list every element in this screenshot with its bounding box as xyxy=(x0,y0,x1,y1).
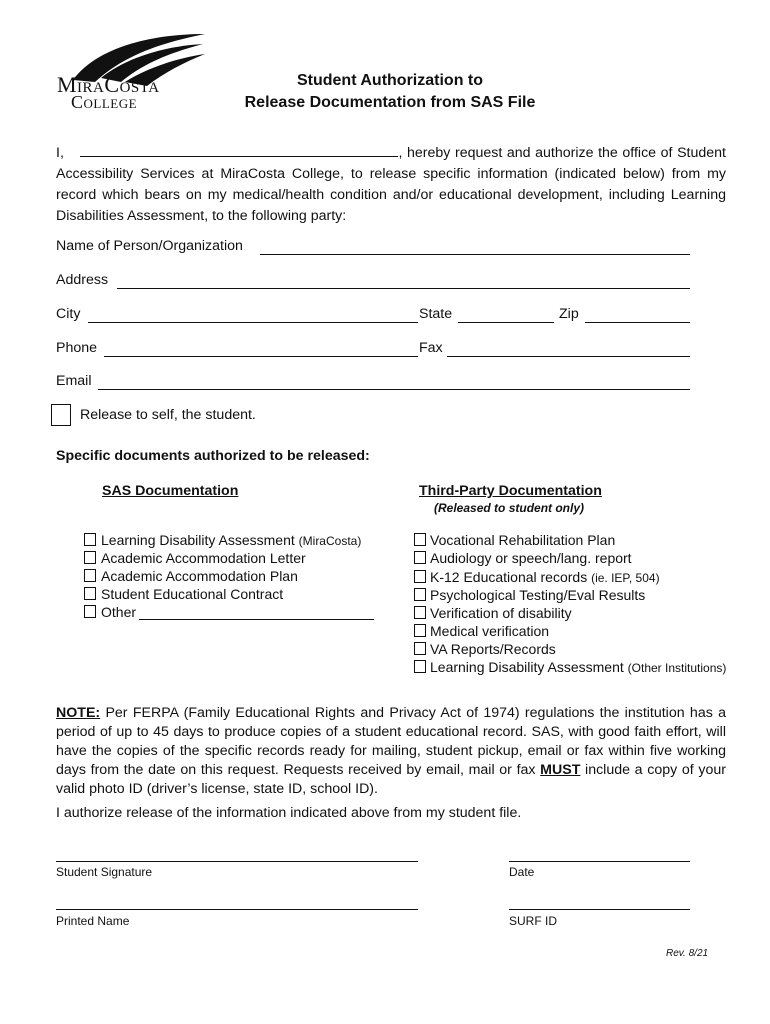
third-party-checkbox[interactable] xyxy=(414,551,426,564)
sas-checkbox[interactable] xyxy=(84,587,96,600)
third-party-checkbox[interactable] xyxy=(414,570,426,583)
other-line[interactable] xyxy=(139,619,374,620)
third-party-checkbox[interactable] xyxy=(414,660,426,673)
authorize-statement: I authorize release of the information indicated above from my student file. xyxy=(56,805,522,821)
list-item: Student Educational Contract xyxy=(101,586,284,602)
zip-line[interactable] xyxy=(585,322,690,323)
zip-label: Zip xyxy=(559,306,579,322)
third-party-item-label: K-12 Educational records xyxy=(430,569,588,585)
state-label: State xyxy=(419,306,453,322)
list-item: Vocational Rehabilitation Plan xyxy=(430,532,616,548)
list-item: Medical verification xyxy=(430,623,550,639)
date-label: Date xyxy=(509,865,535,879)
name-org-label: Name of Person/Organization xyxy=(56,238,243,254)
third-party-item-note: (Other Institutions) xyxy=(627,661,727,675)
sas-item-note: (MiraCosta) xyxy=(298,534,362,548)
email-line[interactable] xyxy=(98,389,690,390)
fax-line[interactable] xyxy=(447,356,690,357)
third-party-checkbox[interactable] xyxy=(414,606,426,619)
note-text1: Per FERPA (Family Educational Rights and Privacy Act of 1974) regulations the institution has a period of up to 45 days to produce copies of a student educational record. SAS, with good faith effort, will have the copies of the specific records ready for mailing, student pickup, email or fax within five working days from the date on this request. Requests received by email, mail or fax xyxy=(56,705,726,778)
name-blank-line[interactable] xyxy=(80,142,398,157)
list-item: Psychological Testing/Eval Results xyxy=(430,587,646,603)
title-line2: Release Documentation from SAS File xyxy=(244,94,536,111)
note-label: NOTE: xyxy=(56,705,101,721)
sas-checkbox[interactable] xyxy=(84,533,96,546)
logo-text-line2: College xyxy=(71,92,138,112)
address-line[interactable] xyxy=(117,288,690,289)
note-must: MUST xyxy=(540,762,581,778)
phone-line[interactable] xyxy=(104,356,418,357)
list-item: Verification of disability xyxy=(430,605,572,621)
surf-id-line[interactable] xyxy=(509,909,690,910)
printed-name-line[interactable] xyxy=(56,909,418,910)
city-line[interactable] xyxy=(88,322,418,323)
email-label: Email xyxy=(56,373,92,389)
revision-label: Rev. 8/21 xyxy=(666,948,709,959)
sas-checkbox[interactable] xyxy=(84,569,96,582)
third-party-checkbox[interactable] xyxy=(414,642,426,655)
ferpa-note xyxy=(56,704,726,799)
student-signature-label: Student Signature xyxy=(56,865,153,879)
note-text2: include a copy of your valid photo ID (driver’s license, state ID, school ID). xyxy=(56,762,726,797)
date-line[interactable] xyxy=(509,861,690,862)
list-item xyxy=(101,532,361,548)
third-party-item-note: (ie. IEP, 504) xyxy=(591,571,660,585)
address-label: Address xyxy=(56,272,109,288)
release-self-label: Release to self, the student. xyxy=(80,407,256,423)
page-title xyxy=(200,70,580,114)
list-item: VA Reports/Records xyxy=(430,641,556,657)
name-org-line[interactable] xyxy=(260,254,690,255)
third-party-checkbox[interactable] xyxy=(414,588,426,601)
phone-label: Phone xyxy=(56,340,98,356)
city-label: City xyxy=(56,306,81,322)
list-item: Academic Accommodation Letter xyxy=(101,550,306,566)
student-signature-line[interactable] xyxy=(56,861,418,862)
list-item xyxy=(430,659,726,675)
state-line[interactable] xyxy=(458,322,554,323)
third-party-subheading: (Released to student only) xyxy=(434,501,585,515)
sas-checkbox[interactable] xyxy=(84,605,96,618)
intro-paragraph xyxy=(56,142,726,227)
third-party-checkbox[interactable] xyxy=(414,624,426,637)
logo-text-line1: MiraCosta xyxy=(57,72,160,97)
fax-label: Fax xyxy=(419,340,443,356)
title-line1: Student Authorization to xyxy=(296,72,484,89)
intro-i-label: I, xyxy=(56,145,64,161)
sas-item-label: Learning Disability Assessment xyxy=(101,532,295,548)
list-item xyxy=(430,569,660,585)
sas-checkbox[interactable] xyxy=(84,551,96,564)
third-party-checkbox[interactable] xyxy=(414,533,426,546)
list-item: Academic Accommodation Plan xyxy=(101,568,298,584)
printed-name-label: Printed Name xyxy=(56,914,130,928)
list-item: Audiology or speech/lang. report xyxy=(430,550,632,566)
list-item: Other xyxy=(101,604,137,620)
sas-heading: SAS Documentation xyxy=(102,483,239,499)
third-party-item-label: Learning Disability Assessment xyxy=(430,659,624,675)
intro-after-blank: , hereby request and authorize the office xyxy=(398,145,657,161)
college-logo xyxy=(55,32,215,112)
intro-rest: of Student Accessibility Services at MiraCosta College, to release specific information (indicated below) from my record which bears on my medical/health condition and/or educational development, including Learning Disabilities Assessment, to the following party: xyxy=(56,145,726,224)
third-party-heading: Third-Party Documentation xyxy=(419,483,602,499)
surf-id-label: SURF ID xyxy=(509,914,557,928)
release-self-checkbox[interactable] xyxy=(51,404,71,426)
specific-docs-heading: Specific documents authorized to be released: xyxy=(56,448,370,464)
